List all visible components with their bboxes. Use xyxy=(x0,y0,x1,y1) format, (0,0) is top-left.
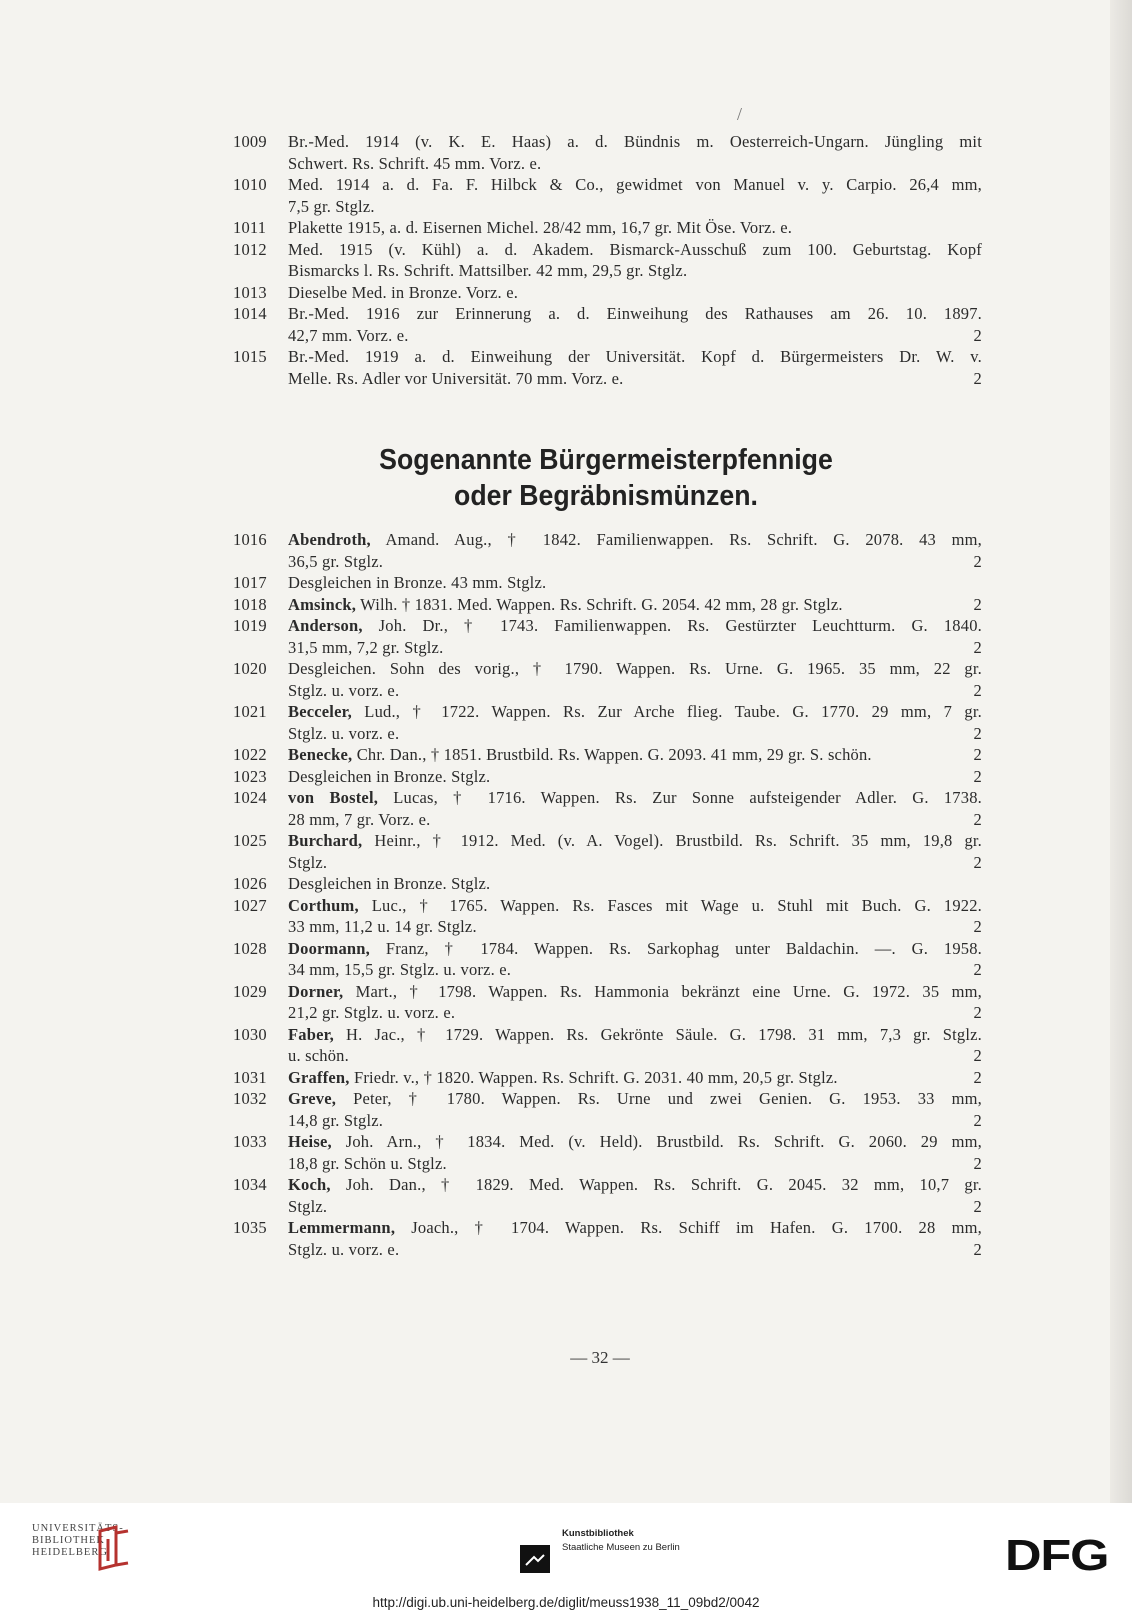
entry-number: 1020 xyxy=(233,659,267,678)
kunstbibliothek-name: Kunstbibliothek xyxy=(562,1528,634,1539)
entry-number: 1027 xyxy=(233,895,267,915)
catalog-entry xyxy=(230,529,982,572)
entry-number: 1025 xyxy=(233,831,267,850)
catalog-entry xyxy=(230,787,982,830)
entry-description: Joach., † 1704. Wappen. Rs. Schiff im Hafen. G. 1700. 28 mm, xyxy=(395,1218,982,1237)
entry-price: 2 xyxy=(973,1003,982,1022)
person-name: Greve, xyxy=(288,1089,337,1108)
entry-line xyxy=(288,131,982,153)
entry-description: 28 mm, 7 gr. Vorz. e. xyxy=(288,809,431,829)
entry-price: 2 xyxy=(973,745,982,764)
entry-line-text xyxy=(288,368,623,390)
entry-line xyxy=(288,809,982,831)
entry-line xyxy=(288,1153,982,1175)
entry-line xyxy=(288,239,982,261)
entry-line-text xyxy=(288,831,982,850)
university-logo-icon xyxy=(96,1525,130,1573)
catalog-entry xyxy=(230,282,982,304)
entry-line xyxy=(288,551,982,573)
entry-line-text xyxy=(288,1089,982,1108)
entry-price: 2 xyxy=(973,680,982,700)
entry-line-text xyxy=(288,616,982,635)
catalog-entry xyxy=(230,303,982,346)
entry-number: 1024 xyxy=(233,788,267,807)
entry-line xyxy=(288,594,982,616)
entry-number: 1028 xyxy=(233,938,267,958)
entry-description: Joh. Dan., † 1829. Med. Wappen. Rs. Schrift. G. 2045. 32 mm, 10,7 gr. xyxy=(330,1175,982,1194)
entry-description: Amand. Aug., † 1842. Familienwappen. Rs. Schrift. G. 2078. 43 mm, xyxy=(370,530,982,549)
entry-number: 1009 xyxy=(233,132,267,151)
entry-line xyxy=(288,873,982,895)
entry-description: Bismarcks l. Rs. Schrift. Mattsilber. 42 mm, 29,5 gr. Stglz. xyxy=(288,261,688,280)
university-label-line: UNIVERSITÄTS- xyxy=(32,1523,124,1534)
entry-line xyxy=(288,680,982,702)
catalog-entry xyxy=(230,174,982,217)
entry-line xyxy=(288,1045,982,1067)
entry-line-text xyxy=(288,1175,982,1194)
entry-description: Melle. Rs. Adler vor Universität. 70 mm. Vorz. e. xyxy=(288,368,624,388)
entry-number: 1035 xyxy=(233,1218,267,1237)
entry-line-text xyxy=(288,809,430,831)
catalog-entry xyxy=(230,744,982,766)
university-label-line: BIBLIOTHEK xyxy=(32,1535,105,1546)
entry-description: Stglz. xyxy=(288,852,328,872)
entry-number: 1023 xyxy=(233,766,267,786)
entry-number: 1032 xyxy=(233,1089,267,1108)
entry-price: 2 xyxy=(973,325,982,345)
person-name: Corthum, xyxy=(288,895,359,915)
entry-line xyxy=(288,1131,982,1153)
catalog-entry xyxy=(230,217,982,239)
entry-number: 1013 xyxy=(233,282,267,302)
entry-line xyxy=(288,1174,982,1196)
scan-mark: / xyxy=(737,104,743,124)
entry-line-text xyxy=(288,852,327,874)
entry-line-text xyxy=(288,218,792,237)
entry-description: Luc., † 1765. Wappen. Rs. Fasces mit Wage u. Stuhl mit Buch. G. 1922. xyxy=(358,895,982,915)
entry-line xyxy=(288,1067,982,1089)
entry-line-text xyxy=(288,594,843,616)
entry-description: 14,8 gr. Stglz. xyxy=(288,1110,384,1130)
person-name: Amsinck, xyxy=(288,594,357,614)
entry-price: 2 xyxy=(973,1196,982,1216)
entry-price: 2 xyxy=(973,1239,982,1259)
entry-description: Lucas, † 1716. Wappen. Rs. Zur Sonne aufsteigender Adler. G. 1738. xyxy=(378,788,982,807)
entry-price: 2 xyxy=(973,1110,982,1130)
entry-description: 33 mm, 11,2 u. 14 gr. Stglz. xyxy=(288,917,477,936)
entry-line-text xyxy=(288,723,399,745)
catalog-entry xyxy=(230,830,982,873)
entry-line xyxy=(288,959,982,981)
entry-line-text xyxy=(288,744,872,766)
entry-line xyxy=(288,196,982,218)
entry-line xyxy=(288,572,982,594)
entry-line xyxy=(288,368,982,390)
entry-line-text xyxy=(288,982,982,1001)
person-name: Doormann, xyxy=(288,938,371,958)
entry-line xyxy=(288,615,982,637)
catalog-entry xyxy=(230,658,982,701)
entry-description: Wilh. † 1831. Med. Wappen. Rs. Schrift. G. 2054. 42 mm, 28 gr. Stglz. xyxy=(356,594,843,614)
entry-price: 2 xyxy=(973,766,982,786)
entry-number: 1011 xyxy=(233,218,267,237)
entry-line-text xyxy=(288,1218,982,1237)
entry-description: Stglz. xyxy=(288,1196,328,1216)
entry-line-text xyxy=(288,637,443,659)
entry-price: 2 xyxy=(973,368,982,388)
person-name: Benecke, xyxy=(288,745,353,764)
entry-line-text xyxy=(288,680,399,702)
entry-description: 31,5 mm, 7,2 gr. Stglz. xyxy=(288,637,444,657)
catalog-entry xyxy=(230,895,982,938)
page-edge-shadow xyxy=(1110,0,1132,1503)
entry-description: Br.-Med. 1916 zur Erinnerung a. d. Einweihung des Rathauses am 26. 10. 1897. xyxy=(288,304,982,323)
catalog-entry xyxy=(230,766,982,788)
entry-line-text xyxy=(288,1002,455,1024)
entry-line-text xyxy=(288,766,490,788)
entry-line xyxy=(288,260,982,282)
catalog-entries-section-2 xyxy=(230,529,982,1260)
entry-number: 1018 xyxy=(233,594,267,614)
entry-description: 21,2 gr. Stglz. u. vorz. e. xyxy=(288,1003,456,1022)
page-number: — 32 — xyxy=(570,1348,630,1367)
catalog-entry xyxy=(230,1024,982,1067)
entry-number: 1019 xyxy=(233,616,267,635)
entry-line xyxy=(288,346,982,368)
entry-line-text xyxy=(288,551,383,573)
catalog-entry xyxy=(230,239,982,282)
entry-line-text xyxy=(288,132,982,151)
person-name: Dorner, xyxy=(288,981,344,1001)
digitization-footer xyxy=(0,1503,1132,1613)
entry-description: Chr. Dan., † 1851. Brustbild. Rs. Wappen. G. 2093. 41 mm, 29 gr. S. schön. xyxy=(352,745,872,764)
entry-line-text xyxy=(288,1110,383,1132)
entry-line-text xyxy=(288,916,477,938)
entry-line-text xyxy=(288,283,518,302)
catalog-entry xyxy=(230,346,982,389)
entry-description: Desgleichen. Sohn des vorig., † 1790. Wappen. Rs. Urne. G. 1965. 35 mm, 22 gr. xyxy=(288,659,982,678)
section-heading-line-1: Sogenannte Bürgermeisterpfennige xyxy=(379,444,833,476)
entry-number: 1015 xyxy=(233,347,267,366)
entry-line xyxy=(288,529,982,551)
entry-line-text xyxy=(288,1196,327,1218)
entry-description: 42,7 mm. Vorz. e. xyxy=(288,325,409,345)
dfg-logo: DFG xyxy=(1005,1531,1109,1580)
entry-description: Franz, † 1784. Wappen. Rs. Sarkophag unter Baldachin. —. G. 1958. xyxy=(370,938,982,958)
entry-line xyxy=(288,916,982,938)
entry-line xyxy=(288,174,982,196)
entry-line-text xyxy=(288,896,982,915)
entry-price: 2 xyxy=(973,809,982,829)
entry-number: 1030 xyxy=(233,1024,267,1044)
catalog-entry xyxy=(230,1131,982,1174)
entry-description: Schwert. Rs. Schrift. 45 mm. Vorz. e. xyxy=(288,153,542,173)
entry-description: Desgleichen in Bronze. Stglz. xyxy=(288,766,491,786)
university-label-line: HEIDELBERG xyxy=(32,1547,108,1558)
person-name: Lemmermann, xyxy=(288,1218,396,1237)
entry-price: 2 xyxy=(973,594,982,614)
entry-line xyxy=(288,658,982,680)
source-url[interactable]: http://digi.ub.uni-heidelberg.de/diglit/meuss1938_11_09bd2/0042 xyxy=(372,1595,760,1610)
entry-description: Peter, † 1780. Wappen. Rs. Urne und zwei Genien. G. 1953. 33 mm, xyxy=(336,1089,982,1108)
entry-line-text xyxy=(288,197,375,216)
entry-price: 2 xyxy=(973,960,982,979)
entry-description: u. schön. xyxy=(288,1046,349,1065)
entry-line-text xyxy=(288,1067,838,1089)
entry-line xyxy=(288,637,982,659)
entry-price: 2 xyxy=(973,1153,982,1173)
entry-line-text xyxy=(288,702,982,721)
person-name: Heise, xyxy=(288,1132,332,1151)
entry-line-text xyxy=(288,175,982,194)
entry-description: 18,8 gr. Schön u. Stglz. xyxy=(288,1153,447,1173)
entry-number: 1017 xyxy=(233,573,267,592)
entry-description: Stglz. u. vorz. e. xyxy=(288,1239,400,1259)
entry-description: Br.-Med. 1919 a. d. Einweihung der Universität. Kopf d. Bürgermeisters Dr. W. v. xyxy=(288,347,982,366)
entry-description: Desgleichen in Bronze. Stglz. xyxy=(288,874,491,893)
entry-line-text xyxy=(288,959,511,981)
entry-description: Med. 1915 (v. Kühl) a. d. Akadem. Bismarck-Ausschuß zum 100. Geburtstag. Kopf xyxy=(288,239,982,259)
catalog-entry xyxy=(230,1067,982,1089)
entry-line xyxy=(288,1217,982,1239)
entry-description: Med. 1914 a. d. Fa. F. Hilbck & Co., gewidmet von Manuel v. y. Carpio. 26,4 mm, xyxy=(288,175,982,194)
museen-name: Staatliche Museen zu Berlin xyxy=(562,1542,680,1553)
entry-price: 2 xyxy=(973,723,982,743)
entry-line xyxy=(288,1110,982,1132)
entry-line xyxy=(288,1239,982,1261)
section-heading-line-2: oder Begräbnismünzen. xyxy=(454,480,758,512)
entry-line xyxy=(288,217,982,239)
entry-description: 34 mm, 15,5 gr. Stglz. u. vorz. e. xyxy=(288,960,512,979)
entry-line-text xyxy=(288,347,982,366)
person-name: Abendroth, xyxy=(288,530,371,549)
entry-line xyxy=(288,153,982,175)
entry-number: 1034 xyxy=(233,1175,267,1194)
person-name: Anderson, xyxy=(288,616,363,635)
entry-line-text xyxy=(288,1132,982,1151)
catalog-entry xyxy=(230,572,982,594)
entry-line-text xyxy=(288,1239,399,1261)
catalog-entries-section-1 xyxy=(230,131,982,389)
entry-line xyxy=(288,723,982,745)
entry-line xyxy=(288,303,982,325)
entry-line xyxy=(288,852,982,874)
catalog-entry xyxy=(230,981,982,1024)
entry-description: Plakette 1915, a. d. Eisernen Michel. 28/42 mm, 16,7 gr. Mit Öse. Vorz. e. xyxy=(288,218,793,237)
entry-line-text xyxy=(288,788,982,807)
catalog-entry xyxy=(230,594,982,616)
entry-line xyxy=(288,895,982,917)
entry-price: 2 xyxy=(973,917,982,936)
person-name: Graffen, xyxy=(288,1067,350,1087)
entry-description: Br.-Med. 1914 (v. K. E. Haas) a. d. Bündnis m. Oesterreich-Ungarn. Jüngling mit xyxy=(288,132,982,151)
catalog-entry xyxy=(230,1174,982,1217)
entry-line-text xyxy=(288,304,982,323)
entry-description: Joh. Dr., † 1743. Familienwappen. Rs. Gestürzter Leuchtturm. G. 1840. xyxy=(362,616,982,635)
entry-line xyxy=(288,830,982,852)
entry-number: 1022 xyxy=(233,745,267,764)
catalog-entry xyxy=(230,873,982,895)
entry-line xyxy=(288,1196,982,1218)
entry-line-text xyxy=(288,154,541,173)
entry-number: 1014 xyxy=(233,304,267,323)
entry-line-text xyxy=(288,874,490,893)
kunstbibliothek-label xyxy=(562,1527,680,1555)
entry-number: 1029 xyxy=(233,981,267,1001)
entry-description: Stglz. u. vorz. e. xyxy=(288,680,400,700)
entry-description: Heinr., † 1912. Med. (v. A. Vogel). Brustbild. Rs. Schrift. 35 mm, 19,8 gr. xyxy=(362,831,982,850)
entry-line-text xyxy=(288,530,982,549)
entry-line xyxy=(288,744,982,766)
entry-line xyxy=(288,1088,982,1110)
entry-price: 2 xyxy=(973,1046,982,1065)
entry-line-text xyxy=(288,240,982,259)
entry-line xyxy=(288,766,982,788)
entry-price: 2 xyxy=(973,637,982,657)
entry-price: 2 xyxy=(973,551,982,571)
entry-description: Stglz. u. vorz. e. xyxy=(288,723,400,743)
entry-line xyxy=(288,787,982,809)
entry-line xyxy=(288,1024,982,1046)
kunstbibliothek-logo-icon xyxy=(520,1545,550,1573)
entry-line xyxy=(288,325,982,347)
entry-number: 1033 xyxy=(233,1132,267,1151)
entry-number: 1012 xyxy=(233,239,267,259)
catalog-entry xyxy=(230,615,982,658)
entry-line-text xyxy=(288,659,982,678)
entry-price: 2 xyxy=(973,1067,982,1087)
catalog-entry xyxy=(230,1217,982,1260)
entry-line-text xyxy=(288,573,546,592)
catalog-entry xyxy=(230,1088,982,1131)
person-name: Koch, xyxy=(288,1175,331,1194)
person-name: Burchard, xyxy=(288,831,363,850)
catalog-entry xyxy=(230,131,982,174)
entry-line xyxy=(288,981,982,1003)
person-name: Faber, xyxy=(288,1024,334,1044)
entry-description: Desgleichen in Bronze. 43 mm. Stglz. xyxy=(288,573,547,592)
catalog-entry xyxy=(230,701,982,744)
entry-number: 1016 xyxy=(233,530,267,549)
entry-description: Lud., † 1722. Wappen. Rs. Zur Arche flieg. Taube. G. 1770. 29 mm, 7 gr. xyxy=(351,702,982,721)
entry-description: Joh. Arn., † 1834. Med. (v. Held). Brustbild. Rs. Schrift. G. 2060. 29 mm, xyxy=(331,1132,982,1151)
entry-line-text xyxy=(288,939,982,958)
entry-line-text xyxy=(288,1025,982,1044)
entry-number: 1021 xyxy=(233,702,267,721)
entry-line-text xyxy=(288,1153,447,1175)
entry-number: 1010 xyxy=(233,175,267,194)
person-name: Becceler, xyxy=(288,702,352,721)
entry-description: 36,5 gr. Stglz. xyxy=(288,551,384,571)
entry-number: 1026 xyxy=(233,874,267,893)
entry-number: 1031 xyxy=(233,1067,267,1087)
entry-description: Friedr. v., † 1820. Wappen. Rs. Schrift. G. 2031. 40 mm, 20,5 gr. Stglz. xyxy=(349,1067,838,1087)
entry-line xyxy=(288,701,982,723)
entry-line xyxy=(288,282,982,304)
entry-price: 2 xyxy=(973,852,982,872)
entry-description: 7,5 gr. Stglz. xyxy=(288,196,375,216)
entry-description: H. Jac., † 1729. Wappen. Rs. Gekrönte Säule. G. 1798. 31 mm, 7,3 gr. Stglz. xyxy=(333,1024,982,1044)
catalog-entry xyxy=(230,938,982,981)
entry-line xyxy=(288,938,982,960)
entry-line-text xyxy=(288,261,687,280)
entry-description: Mart., † 1798. Wappen. Rs. Hammonia bekränzt eine Urne. G. 1972. 35 mm, xyxy=(343,981,982,1001)
entry-line-text xyxy=(288,1045,349,1067)
entry-line xyxy=(288,1002,982,1024)
entry-line-text xyxy=(288,325,409,347)
entry-description: Dieselbe Med. in Bronze. Vorz. e. xyxy=(288,282,519,302)
person-name: von Bostel, xyxy=(288,788,379,807)
